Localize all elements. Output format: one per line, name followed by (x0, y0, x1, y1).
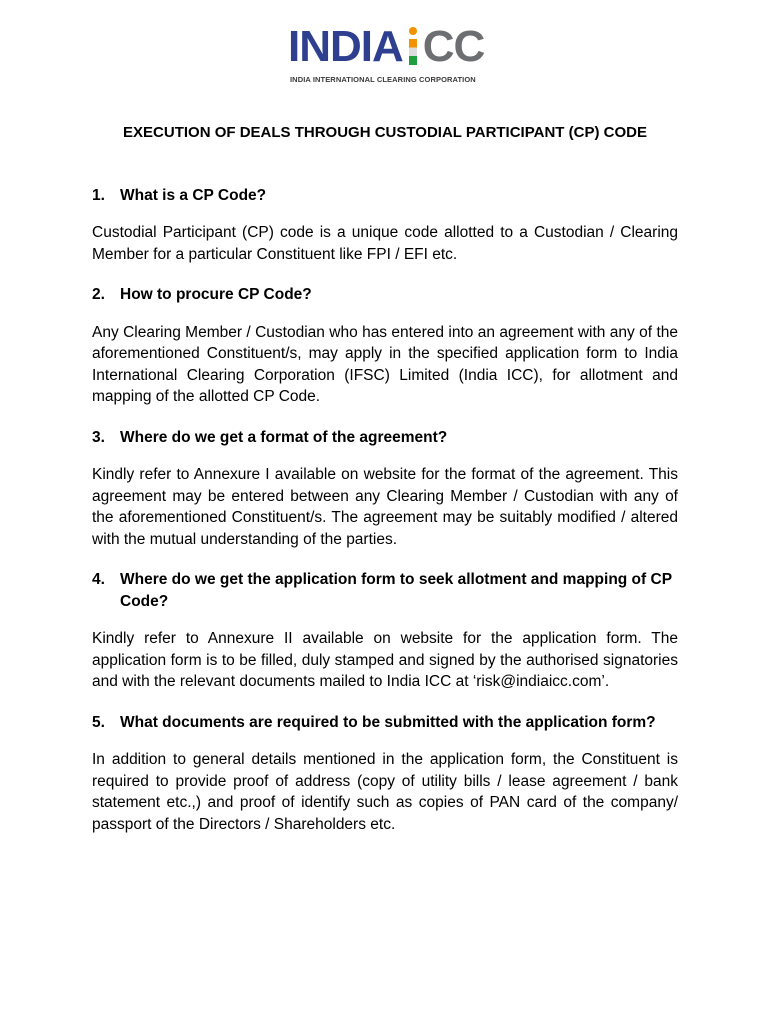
question-number: 5. (92, 713, 105, 731)
question-number: 2. (92, 286, 105, 303)
india-icc-logo (288, 24, 488, 88)
document-body (92, 122, 678, 854)
question-4 (92, 569, 678, 612)
logo-wordmark (288, 24, 484, 70)
question-1 (92, 185, 678, 207)
question-number: 3. (92, 428, 105, 446)
answer-4: Kindly refer to Annexure II available on website for the application form. The application form is to be filled, duly stamped and signed by the authorised signatories and with the relevant documents mailed to India ICC at ‘risk@indiaicc.com’. (92, 630, 678, 690)
logo-tricolor-stem (409, 39, 417, 65)
answer-3: Kindly refer to Annexure I available on website for the format of the agreement. This agreement may be entered between any Clearing Member / Custodian with any of the aforementioned Constituent/s. The agreement may be suitably modified / altered with the mutual understanding of the parties. (92, 466, 678, 548)
question-text: Where do we get the application form to seek allotment and mapping of CP Code? (120, 571, 672, 610)
logo-icc-text: CC (422, 22, 485, 71)
question-number: 4. (92, 571, 105, 588)
question-5 (92, 712, 678, 734)
question-text: What documents are required to be submitted with the application form? (120, 713, 656, 731)
question-2 (92, 284, 678, 306)
answer-1: Custodial Participant (CP) code is a unique code allotted to a Custodian / Clearing Member for a particular Constituent like FPI / EFI etc. (92, 224, 678, 263)
logo-subtitle: INDIA INTERNATIONAL CLEARING CORPORATION (290, 75, 476, 84)
logo-saffron-dot (409, 27, 417, 35)
question-text: How to procure CP Code? (120, 286, 312, 303)
logo-india-text: INDIA (288, 22, 403, 71)
question-text: Where do we get a format of the agreement? (120, 428, 448, 446)
answer-5: In addition to general details mentioned in the application form, the Constituent is required to provide proof of address (copy of utility bills / lease agreement / bank statement etc.,) and proof of identify such as copies of PAN card of the company/ passport of the Directors / Shareholders etc. (92, 751, 678, 833)
question-3 (92, 427, 678, 449)
logo-tricolor-i-icon (407, 27, 419, 67)
question-text: What is a CP Code? (120, 186, 267, 204)
answer-2: Any Clearing Member / Custodian who has entered into an agreement with any of the aforementioned Constituent/s, may apply in the specified application form to India International Clearing Corporation (IFSC) Limited (India ICC), for allotment and mapping of the allotted CP Code. (92, 323, 678, 405)
question-number: 1. (92, 186, 105, 204)
document-title: EXECUTION OF DEALS THROUGH CUSTODIAL PARTICIPANT (CP) CODE (123, 124, 647, 141)
